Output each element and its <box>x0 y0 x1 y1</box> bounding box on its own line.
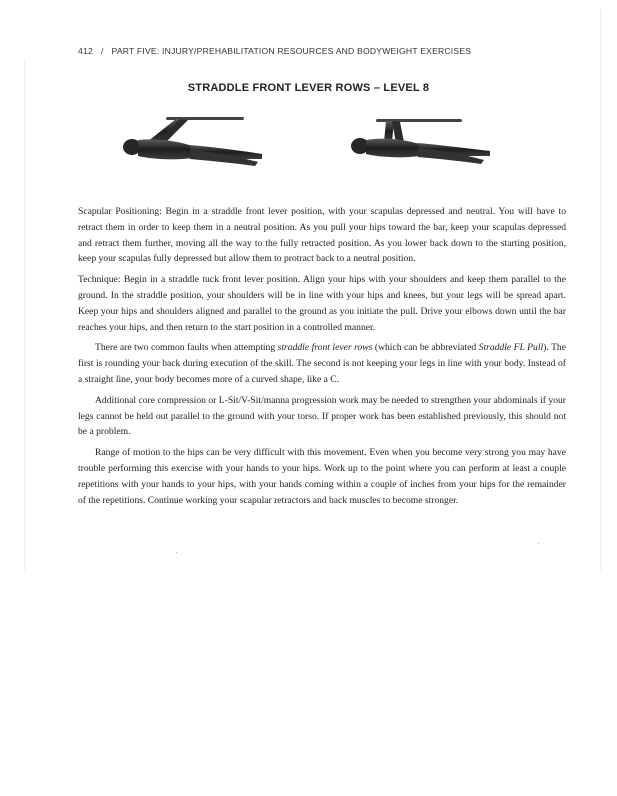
page-edge-left <box>24 60 25 570</box>
body-text <box>78 204 566 513</box>
paragraph-common-faults <box>78 340 566 387</box>
paragraph-technique: Technique: Begin in a straddle tuck front lever position. Align your hips with your shoulders and keep them parallel to the ground. In the straddle position, your shoulders will be in line with your hips and knees, but your legs will be spread apart. Keep your hips and shoulders aligned and parallel to the ground as you initiate the pull. Drive your elbows down until the bar reaches your hips, and then return to the start position in a controlled manner. <box>78 274 566 333</box>
figure-pulled-svg <box>348 114 498 176</box>
faults-emphasis-exercise-name: straddle front lever rows <box>277 342 373 354</box>
torso-icon <box>138 139 194 159</box>
figure-extended-svg <box>118 114 268 176</box>
header-separator: / <box>100 46 104 56</box>
faults-text-3: ). The first is rounding your back during execution of the skill. The second is not keeping your legs in line with your body. Instead of a straight line, your body becomes more of a curved shape, like a C. <box>78 342 566 385</box>
torso-icon <box>366 139 421 158</box>
page-edge-right <box>600 10 601 570</box>
page-number: 412 <box>78 46 93 56</box>
faults-text-2: (which can be abbreviated <box>372 342 479 354</box>
faults-emphasis-abbreviation: Straddle FL Pull <box>478 342 544 354</box>
straddle-front-lever-extended-figure <box>118 114 268 176</box>
paragraph-core-compression: Additional core compression or L-Sit/V-Sit/manna progression work may be needed to strengthen your abdominals if your legs cannot be held out parallel to the ground with your torso. If proper work has been established previously, this should not be a problem. <box>78 394 566 438</box>
faults-text-1: There are two common faults when attempting <box>95 342 278 354</box>
section-title: PART FIVE: INJURY/PREHABILITATION RESOURCES AND BODYWEIGHT EXERCISES <box>111 46 472 56</box>
scan-speck <box>176 552 177 553</box>
scan-speck <box>538 543 539 544</box>
paragraph-range-of-motion: Range of motion to the hips can be very difficult with this movement. Even when you become very strong you may have trouble performing this exercise with your hands to your hips. Work up to the point where you can perform at least a couple repetitions with your hands to your hips, with your hands coming within a couple of inches from your hips for the remainder of the repetitions. Continue working your scapular retractors and back muscles to become stronger. <box>78 447 566 506</box>
running-head <box>78 46 471 56</box>
paragraph-scapular-positioning: Scapular Positioning: Begin in a straddle front lever position, with your scapulas depressed and neutral. You will have to retract them in order to keep them in a neutral position. As you pull your hips toward the bar, keep your scapulas depressed and retract them further, moving all the way to the fully retracted position. As you lower back down to the starting position, keep your scapulas fully depressed but allow them to protract back to a neutral position. <box>78 206 566 265</box>
exercise-title: STRADDLE FRONT LEVER ROWS – LEVEL 8 <box>187 82 430 94</box>
straddle-front-lever-pulled-figure <box>348 114 498 176</box>
